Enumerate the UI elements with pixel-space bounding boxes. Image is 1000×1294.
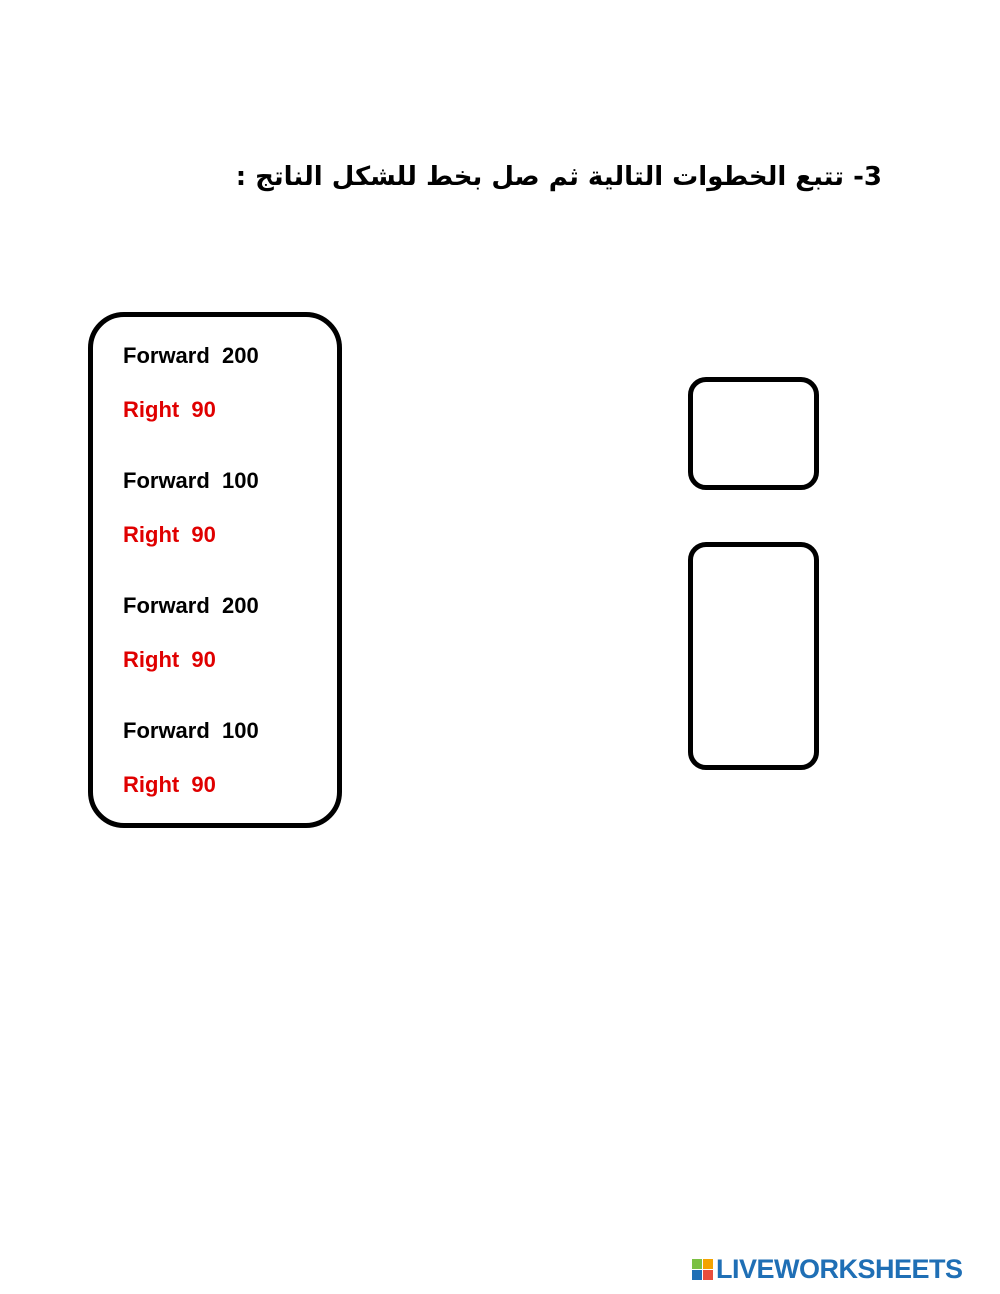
answer-box-tall[interactable] <box>688 542 819 770</box>
answer-box-small[interactable] <box>688 377 819 490</box>
logo-text: LIVEWORKSHEETS <box>716 1253 963 1284</box>
liveworksheets-logo <box>692 1254 963 1284</box>
step-forward: Forward 200 <box>123 593 259 618</box>
step-turn-right: Right 90 <box>123 397 216 422</box>
question-text: 3- تتبع الخطوات التالية ثم صل بخط للشكل الناتج : <box>235 162 882 192</box>
step-turn-right: Right 90 <box>123 522 216 547</box>
step-forward: Forward 200 <box>123 343 259 368</box>
step-forward: Forward 100 <box>123 718 259 743</box>
liveworksheets-icon <box>692 1259 713 1280</box>
steps-box <box>88 312 342 828</box>
step-turn-right: Right 90 <box>123 647 216 672</box>
step-turn-right: Right 90 <box>123 772 216 797</box>
step-forward: Forward 100 <box>123 468 259 493</box>
